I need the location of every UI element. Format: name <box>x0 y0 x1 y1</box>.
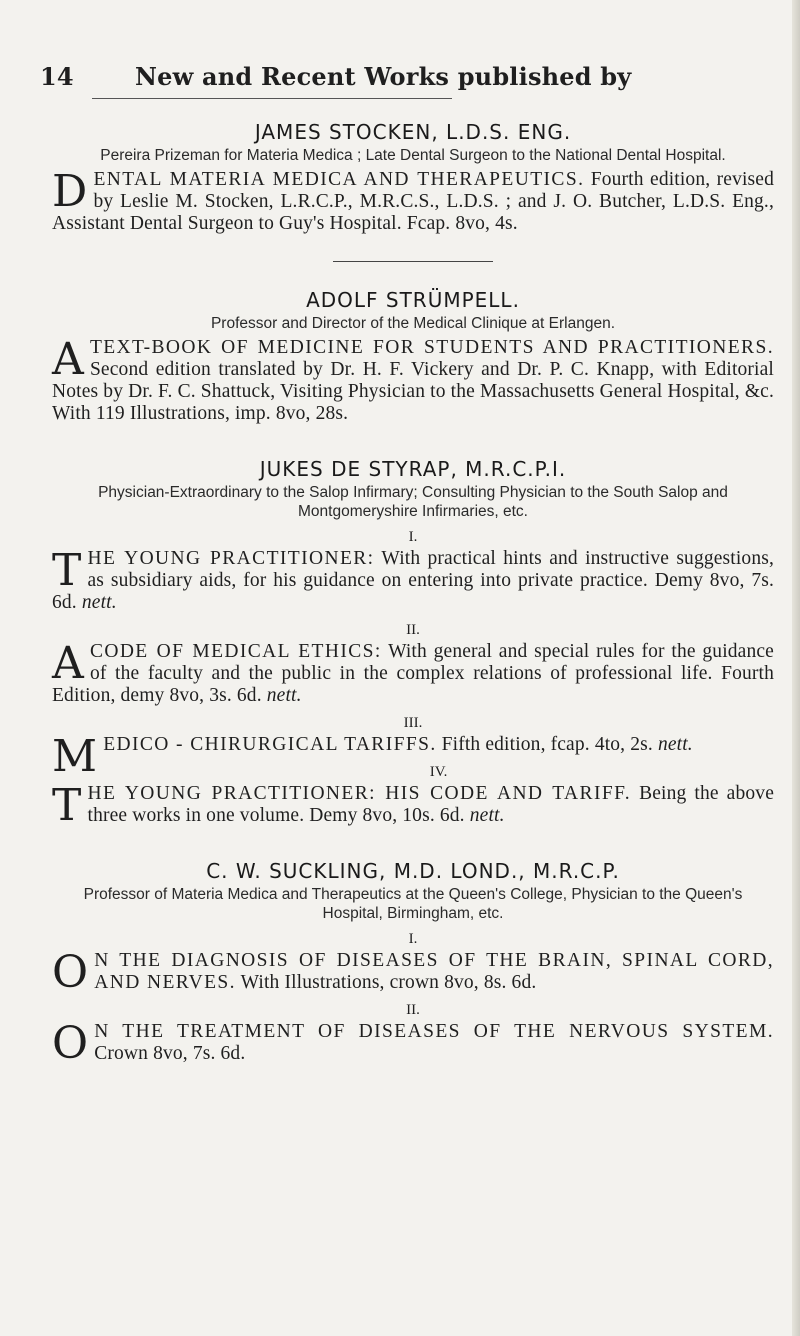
work-entry <box>52 1018 774 1069</box>
author-description: Physician-Extraordinary to the Salop Infirmary; Consulting Physician to the South Salop and Montgomeryshire Infirmaries, etc. <box>98 484 728 520</box>
author-name: JAMES STOCKEN, L.D.S. ENG. <box>254 120 572 144</box>
nett-label: nett. <box>81 592 117 613</box>
author-section <box>52 457 774 831</box>
work-entry <box>52 780 774 831</box>
drop-cap: D <box>52 166 88 217</box>
author-section <box>52 120 774 235</box>
nett-label: nett. <box>657 734 693 755</box>
drop-cap: T <box>52 780 82 831</box>
nett-label: nett. <box>469 805 505 826</box>
work-numeral: IV. <box>429 764 448 780</box>
work-title: N THE DIAGNOSIS OF DISEASES OF THE BRAIN, SPINAL CORD, AND NERVES. <box>94 950 774 993</box>
drop-cap: O <box>52 947 89 998</box>
drop-cap: M <box>52 731 98 782</box>
work-title: EDICO - CHIRURGICAL TARIFFS. <box>103 734 437 755</box>
author-description: Professor of Materia Medica and Therapeutics at the Queen's College, Physician to the Queen's Hospital, Birmingham, etc. <box>83 886 743 922</box>
work-details: Crown 8vo, 7s. 6d. <box>94 1043 246 1064</box>
work-details: With practical hints and instructive suggestions, as subsidiary aids, for his guidance on entering into private practice. Demy 8vo, 7s. 6d. <box>52 548 774 613</box>
page-edge <box>792 0 800 1336</box>
work-details: With general and special rules for the guidance of the faculty and the public in the complex relations of professional life. Fourth Edition, demy 8vo, 3s. 6d. <box>52 641 774 706</box>
section-divider <box>333 261 493 262</box>
work-details: With Illustrations, crown 8vo, 8s. 6d. <box>240 972 537 993</box>
author-name: ADOLF STRÜMPELL. <box>306 288 520 312</box>
section-spacer <box>52 425 774 457</box>
page-number: 14 <box>40 62 74 91</box>
author-name: JUKES DE STYRAP, M.R.C.P.I. <box>259 457 567 481</box>
drop-cap: A <box>52 638 84 689</box>
work-title: N THE TREATMENT OF DISEASES OF THE NERVOUS SYSTEM. <box>94 1021 774 1042</box>
work-title: TEXT-BOOK OF MEDICINE FOR STUDENTS AND PRACTITIONERS. <box>89 337 774 358</box>
author-section <box>52 288 774 425</box>
work-title: HE YOUNG PRACTITIONER: <box>87 548 375 569</box>
work-numeral: III. <box>403 715 423 731</box>
work-numeral: I. <box>408 529 418 545</box>
work-title: ENTAL MATERIA MEDICA AND THERAPEUTICS. <box>93 169 585 190</box>
work-numeral: I. <box>408 931 418 947</box>
work-entry <box>52 545 774 614</box>
work-details: Fourth edition, revised by Leslie M. Stocken, L.R.C.P., M.R.C.S., L.D.S. ; and J. O. Butcher, L.D.S. Eng., Assistant Dental Surgeon to Guy's Hospital. Fcap. 8vo, 4s. <box>52 169 774 234</box>
drop-cap: O <box>52 1018 89 1069</box>
section-spacer <box>52 827 774 859</box>
work-details: Second edition translated by Dr. H. F. Vickery and Dr. P. C. Knapp, with Editorial Notes by Dr. F. C. Shattuck, Visiting Physician to the Massachusetts General Hospital, &c. With 119 Illustrations, imp. 8vo, 28s. <box>52 359 774 424</box>
author-section <box>52 859 774 1069</box>
author-description: Professor and Director of the Medical Clinique at Erlangen. <box>210 315 616 332</box>
work-details: Fifth edition, fcap. 4to, 2s. <box>441 734 653 755</box>
work-numeral: II. <box>406 622 420 638</box>
work-entry <box>52 334 774 425</box>
work-entry <box>52 947 774 998</box>
work-numeral: II. <box>406 1002 420 1018</box>
work-title: HE YOUNG PRACTITIONER: HIS CODE AND TARIFF. <box>87 783 632 804</box>
author-description: Pereira Prizeman for Materia Medica ; Late Dental Surgeon to the National Dental Hospital. <box>100 147 726 164</box>
drop-cap: T <box>52 545 82 596</box>
work-title: CODE OF MEDICAL ETHICS: <box>89 641 382 662</box>
drop-cap: A <box>52 334 84 385</box>
work-details: Being the above three works in one volume. Demy 8vo, 10s. 6d. <box>87 783 774 826</box>
page-body <box>52 120 774 1069</box>
work-entry <box>52 166 774 235</box>
author-name: C. W. SUCKLING, M.D. LOND., M.R.C.P. <box>206 859 620 883</box>
work-entry <box>52 638 774 707</box>
header-rule <box>92 98 452 99</box>
nett-label: nett. <box>266 685 302 706</box>
header-title: New and Recent Works published by <box>135 62 632 91</box>
